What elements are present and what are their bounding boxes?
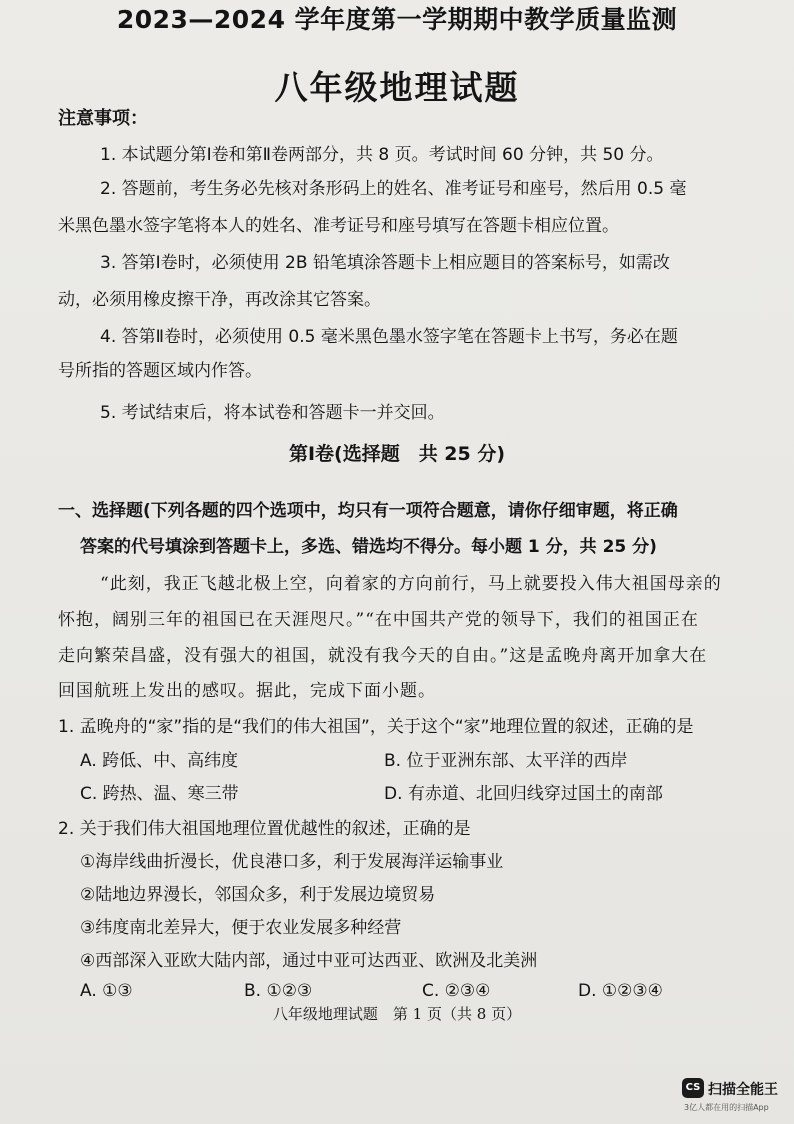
passage-line: 怀抱，阔别三年的祖国已在天涯咫尺。”“在中国共产党的领导下，我们的祖国正在 (58, 610, 699, 630)
notice-line: 1. 本试题分第Ⅰ卷和第Ⅱ卷两部分，共 8 页。考试时间 60 分钟，共 50 分。 (100, 145, 664, 165)
question-option: D. ①②③④ (578, 981, 663, 1001)
question-item: ①海岸线曲折漫长，优良港口多，利于发展海洋运输事业 (80, 852, 504, 872)
notice-heading: 注意事项： (58, 108, 148, 129)
question-item: ④西部深入亚欧大陆内部，通过中亚可达西亚、欧洲及北美洲 (80, 951, 538, 971)
passage-line: 走向繁荣昌盛，没有强大的祖国，就没有我今天的自由。”这是孟晚舟离开加拿大在 (58, 646, 708, 666)
question-stem: 2. 关于我们伟大祖国地理位置优越性的叙述，正确的是 (58, 819, 471, 839)
notice-line: 2. 答题前，考生务必先核对条形码上的姓名、准考证号和座号，然后用 0.5 毫 (100, 179, 687, 199)
question-option: A. 跨低、中、高纬度 (80, 751, 239, 771)
section-heading: 第Ⅰ卷(选择题 共 25 分) (288, 443, 506, 465)
notice-line: 4. 答第Ⅱ卷时，必须使用 0.5 毫米黑色墨水签字笔在答题卡上书写，务必在题 (100, 327, 678, 347)
notice-line: 米黑色墨水签字笔将本人的姓名、准考证号和座号填写在答题卡相应位置。 (58, 216, 619, 236)
notice-line: 3. 答第Ⅰ卷时，必须使用 2B 铅笔填涂答题卡上相应题目的答案标号，如需改 (100, 253, 670, 273)
camscanner-logo-icon: CS (682, 1078, 704, 1098)
notice-line: 号所指的答题区域内作答。 (58, 361, 262, 381)
notice-line: 动，必须用橡皮擦干净，再改涂其它答案。 (58, 290, 381, 310)
section-instructions: 一、选择题(下列各题的四个选项中，均只有一项符合题意，请你仔细审题，将正确 (58, 501, 678, 521)
page-footer: 八年级地理试题 第 1 页（共 8 页） (272, 1005, 522, 1023)
question-option: B. ①②③ (244, 981, 313, 1001)
watermark-name: 扫描全能王 (708, 1082, 778, 1098)
exam-header-title: 2023—2024 学年度第一学期期中教学质量监测 (116, 5, 678, 34)
question-item: ②陆地边界漫长，邻国众多，利于发展边境贸易 (80, 885, 436, 905)
section-instructions: 答案的代号填涂到答题卡上，多选、错选均不得分。每小题 1 分，共 25 分) (80, 537, 657, 557)
question-option: C. ②③④ (422, 981, 491, 1001)
notice-line: 5. 考试结束后，将本试卷和答题卡一并交回。 (100, 403, 445, 423)
question-item: ③纬度南北差异大，便于农业发展多种经营 (80, 918, 402, 938)
question-stem: 1. 孟晚舟的“家”指的是“我们的伟大祖国”，关于这个“家”地理位置的叙述，正确的是 (58, 717, 694, 737)
question-option: C. 跨热、温、寒三带 (80, 784, 239, 804)
passage-line: “此刻，我正飞越北极上空，向着家的方向前行，马上就要投入伟大祖国母亲的 (100, 574, 722, 594)
question-option: D. 有赤道、北回归线穿过国土的南部 (384, 784, 663, 804)
question-option: B. 位于亚洲东部、太平洋的西岸 (384, 751, 628, 771)
scanner-watermark (682, 1076, 794, 1116)
watermark-subtitle: 3亿人都在用的扫描App (684, 1103, 769, 1112)
passage-line: 回国航班上发出的感叹。据此，完成下面小题。 (58, 681, 436, 701)
subject-title: 八年级地理试题 (274, 68, 520, 107)
question-option: A. ①③ (80, 981, 133, 1001)
